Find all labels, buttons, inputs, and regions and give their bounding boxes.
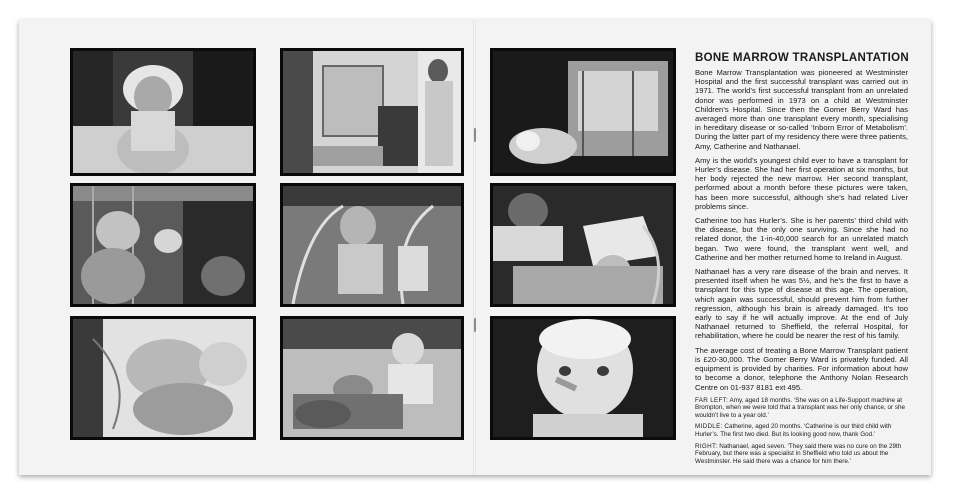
photo-nathanael-portrait-image: [493, 319, 673, 437]
caption-middle: [695, 423, 908, 438]
article-paragraph-amy: Amy is the world’s youngest child ever to have a transplant for Hurler’s disease. She had her first operation at six months, but her body rejected the new marrow. Her second transplant, performed about a month before these pictures were taken, has been more successful, although she’s had related Liver problems since.: [695, 155, 908, 211]
photo-amy-asleep-image: [73, 319, 253, 437]
photo-nathanael-bed: [490, 183, 676, 307]
caption-far-left: [695, 397, 908, 420]
caption-far-left-text: Amy, aged 18 months. ‘She was on a Life-Support machine at Brompton, when we were told that a transplant was her only chance, or she wouldn’t live to a year old.’: [695, 396, 906, 419]
photo-amy-cot-toys-image: [73, 186, 253, 304]
article-paragraph-cost: The average cost of treating a Bone Marrow Transplant patient is £20-30,000. The Gomer Berry Ward is privately funded. All equipment is provided by charities. For information about how to become a donor, telephone the Anthony Nolan Research Centre on 01-937 8181 ext 495.: [695, 345, 908, 392]
photo-amy-cot-toys: [70, 183, 256, 307]
photo-isolation-room-image: [493, 51, 673, 173]
article: [695, 52, 908, 469]
caption-right-text: Nathanael, aged seven. ‘They said there was no cure on the 29th February, but there was a specialist in Sheffield who told us about the Westminster. He said there was a chance for him there.’: [695, 442, 902, 465]
photo-catherine-tent: [280, 183, 464, 307]
article-paragraph-catherine: Catherine too has Hurler’s. She is her parents’ third child with the disease, but the only one surviving. Since she had no related donor, the 1-in-40,000 search for an unrelated match began. Two were found, the transplant went well, and Catherine and her mother returned home to Ireland in August.: [695, 216, 908, 262]
photo-ward-nurse-image: [283, 51, 461, 173]
caption-right: [695, 443, 908, 466]
booklet-spine: [473, 20, 476, 475]
caption-middle-text: Catherine, aged 20 months. ‘Catherine is our third child with Hurler’s. The first two died. But its looking good now, thank God.’: [695, 423, 892, 439]
article-paragraph-nathanael: Nathanael has a very rare disease of the brain and nerves. It presented itself when he was 5½, and he’s the first to have a transplant for this type of disease at this age. The operation, which again was successful, should prevent him from further regression, although his brain is already damaged. It’s too early to say if he will actually improve. At the end of July Nathanael returned to Sheffield, the referral Hospital, for rehabilitation, where he could be nearer the rest of his family.: [695, 267, 908, 341]
photo-nathanael-bed-image: [493, 186, 673, 304]
photo-catherine-bed: [280, 316, 464, 440]
photo-amy-bonnet-image: [73, 51, 253, 173]
photo-ward-nurse: [280, 48, 464, 176]
staple-bottom: [474, 318, 476, 332]
photo-amy-asleep: [70, 316, 256, 440]
caption-far-left-label: FAR LEFT:: [695, 396, 729, 404]
staple-top: [474, 128, 476, 142]
article-paragraph-history: Bone Marrow Transplantation was pioneered at Westminster Hospital and the first successful transplant was carried out in 1971. The world’s first successful transplant from an unrelated donor was performed in 1973 on a child at Westminster Children’s Hospital. Since then the Gomer Berry Ward has averaged more than one transplant every month, specialising in hereditary disease or so-called ‘Inborn Error of Metabolism’. During the latter part of my residency there were three patients, Amy, Catherine and Nathanael.: [695, 68, 908, 151]
photo-catherine-bed-image: [283, 319, 461, 437]
caption-middle-label: MIDDLE:: [695, 423, 723, 431]
photo-catherine-tent-image: [283, 186, 461, 304]
caption-right-label: RIGHT:: [695, 442, 718, 450]
photo-nathanael-portrait: [490, 316, 676, 440]
photo-isolation-room: [490, 48, 676, 176]
photo-amy-bonnet: [70, 48, 256, 176]
article-title: BONE MARROW TRANSPLANTATION: [695, 52, 910, 64]
